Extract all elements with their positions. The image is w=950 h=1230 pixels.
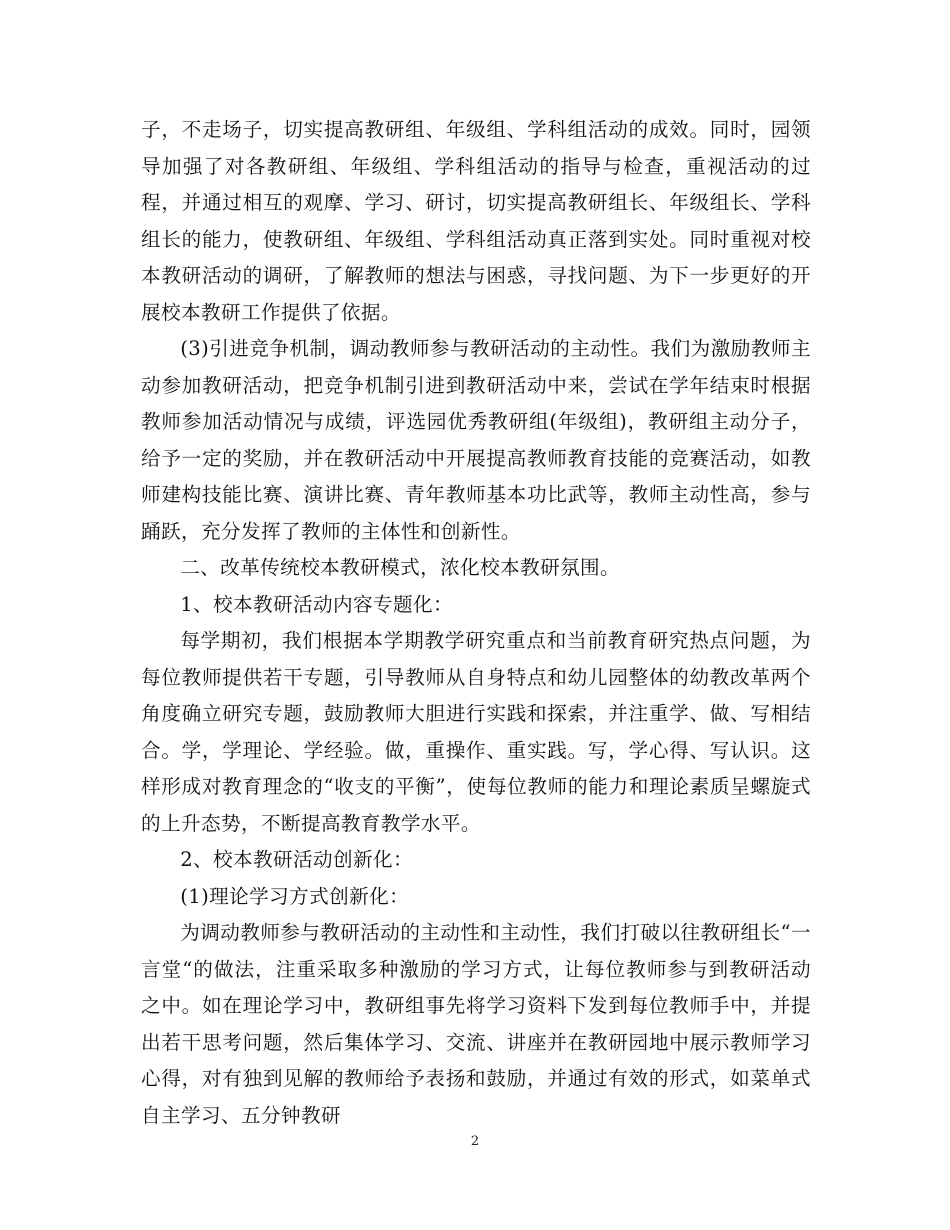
document-body [141,112,811,1134]
section-heading-2: 二、改革传统校本教研模式，浓化校本教研氛围。 [180,556,621,579]
subheading-2-1: (1)理论学习方式创新化： [180,884,410,908]
paragraph-topics: 每学期初，我们根据本学期教学研究重点和当前教育研究热点问题，为每位教师提供若干专题，引导教师从自身特点和幼儿园整体的幼教改革两个角度确立研究专题，鼓励教师大胆进行实践和探索，并注重学、做、写相结合。学，学理论、学经验。做，重操作、重实践。写，学心得、写认识。这样形成对教育理念的“收支的平衡”，使每位教师的能力和理论素质呈螺旋式的上升态势，不断提高教育教学水平。 [141,629,811,835]
subheading-2: 2、校本教研活动创新化： [180,848,413,871]
paragraph-continued: 子，不走场子，切实提高教研组、年级组、学科组活动的成效。同时，园领导加强了对各教研组、年级组、学科组活动的指导与检查，重视活动的过程，并通过相互的观摩、学习、研讨，切实提高教研组长、年级组长、学科组长的能力，使教研组、年级组、学科组活动真正落到实处。同时重视对校本教研活动的调研，了解教师的想法与困惑，寻找问题、为下一步更好的开展校本教研工作提供了依据。 [141,118,811,324]
page-number: 2 [470,1134,480,1149]
paragraph-competition-mechanism: (3)引进竞争机制，调动教师参与教研活动的主动性。我们为激励教师主动参加教研活动，把竞争机制引进到教研活动中来，尝试在学年结束时根据教师参加活动情况与成绩，评选园优秀教研组(年级组)，教研组主动分子，给予一定的奖励，并在教研活动中开展提高教师教育技能的竞赛活动，如教师建构技能比赛、演讲比赛、青年教师基本功比武等，教师主动性高，参与踊跃，充分发挥了教师的主体性和创新性。 [141,337,811,543]
subheading-1: 1、校本教研活动内容专题化： [180,592,453,616]
paragraph-learning-methods: 为调动教师参与教研活动的主动性和主动性，我们打破以往教研组长“一言堂“的做法，注重采取多种激励的学习方式，让每位教师参与到教研活动之中。如在理论学习中，教研组事先将学习资料下发到每位教师手中，并提出若干思考问题，然后集体学习、交流、讲座并在教研园地中展示教师学习心得，对有独到见解的教师给予表扬和鼓励，并通过有效的形式，如菜单式自主学习、五分钟教研 [141,921,811,1127]
